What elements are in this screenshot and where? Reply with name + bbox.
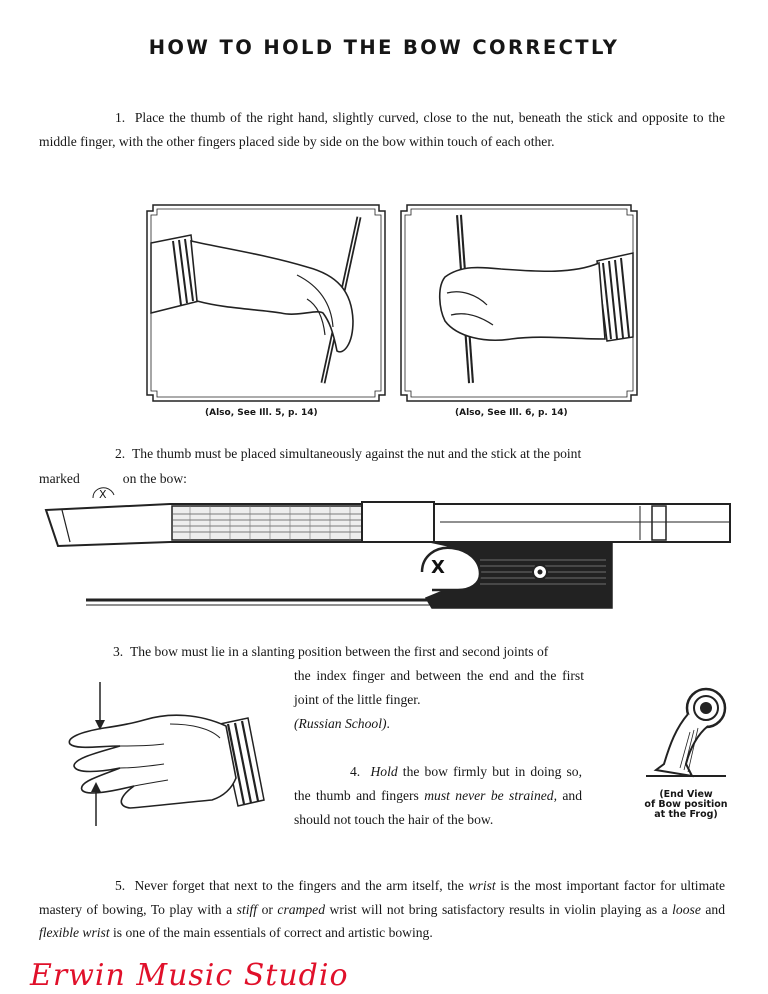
- hand-finger-position-diagram: [60, 668, 265, 828]
- end-view-line3: at the Frog): [654, 809, 718, 820]
- step-3-text-line1: The bow must lie in a slanting position between the first and second joints of: [130, 644, 549, 659]
- end-view-line2: of Bow position: [644, 799, 728, 810]
- loose-word: loose: [672, 901, 701, 917]
- must-never-be-strained: must never be strained,: [424, 788, 557, 803]
- step-3-line1: [113, 640, 725, 664]
- step-4-text-1: the bow firmly but in doing so, the thumb and fingers: [294, 764, 583, 803]
- step-3-text-line2: the index finger and between the end and the first joint of the little finger.: [294, 668, 584, 707]
- end-view-line1: (End View: [659, 789, 713, 800]
- step-2-line2: [39, 467, 187, 501]
- step-2-text: The thumb must be placed simultaneously against the nut and the stick at the point: [132, 446, 582, 461]
- step-1-text: Place the thumb of the right hand, slightly curved, close to the nut, beneath the stick and opposite to the middle finger, with the other fingers placed side by side on the bow within touch of each other.: [39, 110, 726, 149]
- step-4-number: 4.: [350, 764, 361, 779]
- step-4-paragraph: [294, 760, 582, 832]
- figure-right-caption: (Also, See Ill. 6, p. 14): [455, 408, 568, 418]
- step-5-text-1: Never forget that next to the fingers and the arm itself, the: [134, 878, 469, 893]
- end-view-frog-figure: [646, 684, 726, 788]
- bow-x-mark: X: [431, 557, 445, 578]
- x-mark-label: X: [98, 488, 107, 501]
- step-3-number: 3.: [113, 644, 124, 659]
- step-5-text-4: wrist will not bring satisfactory results in violin playing as a: [325, 901, 673, 917]
- hold-word: Hold: [370, 764, 398, 779]
- bow-frog-diagram: [40, 500, 730, 615]
- end-view-caption: [636, 790, 736, 820]
- studio-watermark: Erwin Music Studio: [30, 958, 349, 993]
- figure-left-caption: (Also, See Ill. 5, p. 14): [205, 408, 318, 418]
- wrist-word: wrist: [468, 878, 496, 893]
- step-2-number: 2.: [115, 446, 126, 461]
- step-5-paragraph: [39, 874, 725, 945]
- step-2-paragraph: [39, 442, 725, 466]
- step-5-text-3: or: [257, 901, 278, 917]
- step-1-paragraph: [39, 106, 725, 154]
- cramped-word: cramped: [277, 901, 325, 917]
- page-title: HOW TO HOLD THE BOW CORRECTLY: [148, 36, 620, 59]
- step-3-end-period: .: [386, 716, 390, 731]
- step-1-number: 1.: [115, 110, 126, 125]
- step-5-text-6: is one of the main essentials of correct and artistic bowing.: [109, 925, 433, 940]
- step-2-marked-word: marked: [39, 471, 80, 486]
- step-5-text-2: is the most important factor for ultimate mastery of bowing, To play with a: [39, 878, 726, 917]
- figure-left-hand-holding-bow: [147, 205, 385, 401]
- flexible-wrist-words: flexible wrist: [39, 925, 110, 940]
- step-5-text-5: and: [700, 901, 726, 917]
- stiff-word: stiff: [236, 901, 258, 917]
- step-2-on-the-bow: on the bow:: [122, 471, 187, 486]
- figure-right-hand-holding-bow: [401, 205, 637, 401]
- step-5-number: 5.: [115, 878, 126, 893]
- russian-school-label: (Russian School): [294, 716, 387, 731]
- step-3-continuation: [294, 664, 584, 736]
- step-4-text-2: and should not touch the hair of the bow.: [294, 788, 582, 827]
